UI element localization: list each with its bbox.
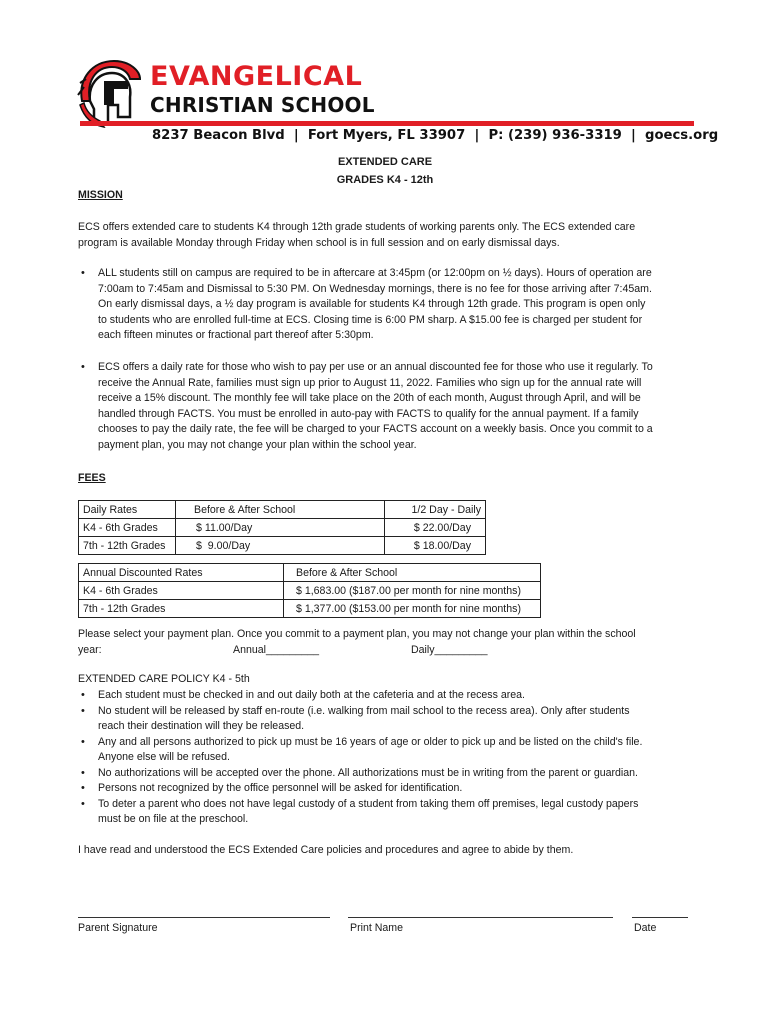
bullet-line: to students who are enrolled full-time at ECS. Closing time is 6:00 PM sharp. A $15.00 fee is charged per student for <box>98 313 643 326</box>
table-cell: $ 9.00/Day <box>176 537 385 555</box>
annual-rates-table <box>78 563 541 618</box>
school-address: 8237 Beacon Blvd | Fort Myers, FL 33907 | P: (239) 936-3319 | goecs.org <box>152 128 719 143</box>
table-cell: Annual Discounted Rates <box>79 564 284 582</box>
table-row <box>79 501 486 519</box>
table-cell: $ 1,377.00 ($153.00 per month for nine months) <box>284 600 541 618</box>
table-cell: $ 22.00/Day <box>385 519 486 537</box>
bullet-line: • Any and all persons authorized to pick up must be 16 years of age or older to pick up and be listed on the child's file. <box>98 735 643 748</box>
table-cell: $ 1,683.00 ($187.00 per month for nine months) <box>284 582 541 600</box>
agreement-statement: I have read and understood the ECS Extended Care policies and procedures and agree to abide by them. <box>78 844 574 856</box>
bullet-line: • ECS offers a daily rate for those who wish to pay per use or an annual discounted fee for those who use it regularly. To <box>98 361 653 373</box>
daily-option-field[interactable]: Daily_________ <box>411 644 488 656</box>
policy-heading: EXTENDED CARE POLICY K4 - 5th <box>78 673 250 685</box>
table-row <box>79 600 541 618</box>
annual-option-field[interactable]: Annual_________ <box>233 644 320 656</box>
table-cell: K4 - 6th Grades <box>79 519 176 537</box>
mission-paragraph-line: ECS offers extended care to students K4 through 12th grade students of working parents only. The ECS extended care <box>78 221 636 233</box>
mission-bullet <box>78 266 718 344</box>
school-name-line2: CHRISTIAN SCHOOL <box>150 93 375 117</box>
print-name-label: Print Name <box>350 922 403 934</box>
table-cell: Before & After School <box>284 564 541 582</box>
bullet-line: handled through FACTS. You must be enrolled in auto-pay with FACTS to qualify for the annual payment. If a family <box>98 407 639 420</box>
fees-heading: FEES <box>78 472 106 484</box>
bullet-line: receive a 15% discount. The monthly fee will take place on the 20th of each month, August through April, and will be <box>98 392 641 404</box>
bullet-line: receive the Annual Rate, families must sign up prior to August 11, 2022. Families who sign up for the annual rate will <box>98 376 642 389</box>
document-title: EXTENDED CARE <box>337 156 433 168</box>
table-row <box>79 537 486 555</box>
bullet-line: payment plan, you may not change your plan within the school year. <box>98 438 417 451</box>
table-cell: 7th - 12th Grades <box>79 600 284 618</box>
school-name-line1: EVANGELICAL <box>150 61 363 92</box>
mission-bullet <box>78 360 718 453</box>
date-line[interactable] <box>632 917 688 918</box>
bullet-line: must be on file at the preschool. <box>98 813 249 825</box>
bullet-line: chooses to pay the daily rate, the fee will be charged to your FACTS account on a weekly basis. Once you commit to a <box>98 423 653 435</box>
bullet-line: Anyone else will be refused. <box>98 751 230 763</box>
mission-bullet-list <box>78 266 718 344</box>
table-cell: 1/2 Day - Daily <box>385 501 486 519</box>
policy-bullet <box>78 766 728 782</box>
table-row <box>79 519 486 537</box>
header-divider <box>80 121 694 126</box>
bullet-line: • No authorizations will be accepted over the phone. All authorizations must be in writing from the parent or guardian. <box>98 766 638 779</box>
daily-rates-table <box>78 500 486 555</box>
spartan-helmet-icon <box>74 57 146 129</box>
payment-plan-text: Please select your payment plan. Once you commit to a payment plan, you may not change your plan within the school <box>78 628 636 640</box>
table-cell: 7th - 12th Grades <box>79 537 176 555</box>
policy-bullet <box>78 735 728 766</box>
print-name-line[interactable] <box>348 917 613 918</box>
date-label: Date <box>634 922 657 934</box>
policy-bullet <box>78 704 728 735</box>
table-row <box>79 564 541 582</box>
mission-heading: MISSION <box>78 189 123 201</box>
policy-bullet-list <box>78 688 728 828</box>
bullet-line: • To deter a parent who does not have legal custody of a student from taking them off premises, legal custody papers <box>98 797 639 810</box>
table-cell: Before & After School <box>176 501 385 519</box>
table-cell: Daily Rates <box>79 501 176 519</box>
bullet-line: 7:00am to 7:45am and Dismissal to 5:30 PM. On Wednesday mornings, there is no fee for those arriving after 7:45am. <box>98 282 652 295</box>
payment-plan-year-label: year: <box>78 644 102 656</box>
parent-signature-label: Parent Signature <box>78 922 158 934</box>
table-row <box>79 582 541 600</box>
mission-bullet-list <box>78 360 718 453</box>
policy-bullet <box>78 781 728 797</box>
mission-paragraph <box>78 220 718 251</box>
policy-bullet <box>78 688 728 704</box>
table-cell: K4 - 6th Grades <box>79 582 284 600</box>
policy-bullet <box>78 797 728 828</box>
bullet-line: • ALL students still on campus are required to be in aftercare at 3:45pm (or 12:00pm on ½ days). Hours of operation are <box>98 267 652 279</box>
bullet-line: each fifteen minutes or fractional part thereof after 5:30pm. <box>98 329 374 341</box>
mission-paragraph-line: program is available Monday through Friday when school is in full session and on early dismissal days. <box>78 236 560 249</box>
bullet-line: • No student will be released by staff en-route (i.e. walking from mail school to the recess area). Only after students <box>98 704 630 717</box>
bullet-line: On early dismissal days, a ½ day program is available for students K4 through 12th grade. This program is open only <box>98 298 646 310</box>
table-cell: $ 11.00/Day <box>176 519 385 537</box>
document-subtitle: GRADES K4 - 12th <box>336 174 434 186</box>
bullet-line: reach their destination will they be released. <box>98 720 305 732</box>
bullet-line: • Each student must be checked in and out daily both at the cafeteria and at the recess area. <box>98 689 525 701</box>
parent-signature-line[interactable] <box>78 917 330 918</box>
bullet-line: • Persons not recognized by the office personnel will be asked for identification. <box>98 782 463 794</box>
table-cell: $ 18.00/Day <box>385 537 486 555</box>
